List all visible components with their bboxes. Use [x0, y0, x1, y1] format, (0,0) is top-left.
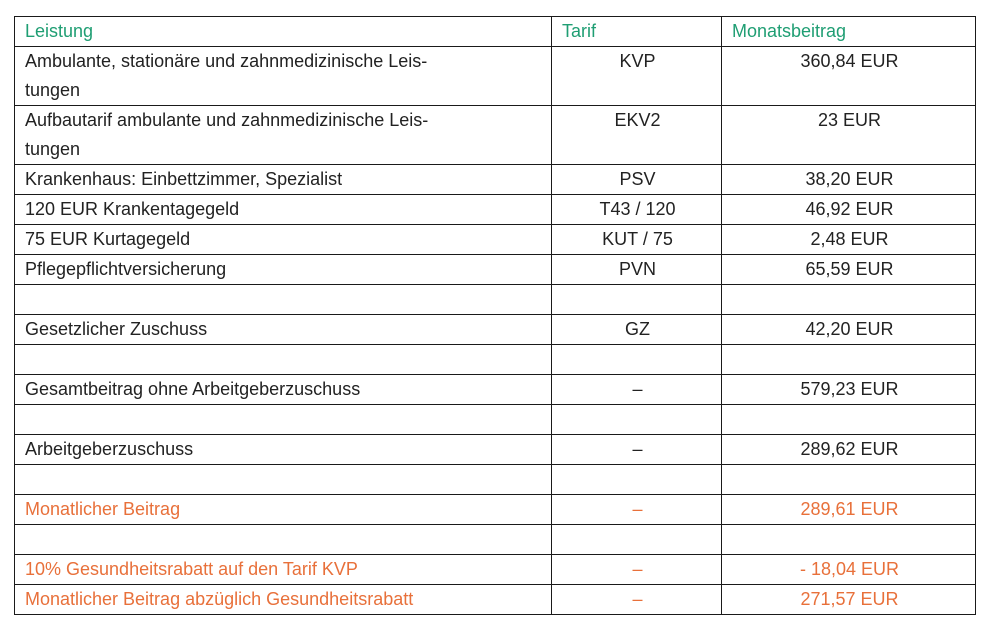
table-row: [15, 525, 976, 555]
table-row: [15, 345, 976, 375]
cell-leistung: Ambulante, stationäre und zahnmedizinische Leis- tungen: [15, 47, 552, 106]
header-leistung: Leistung: [15, 17, 552, 47]
table-row: [15, 47, 976, 106]
cell-leistung: Monatlicher Beitrag: [15, 495, 552, 525]
cell-leistung: [15, 345, 552, 375]
cell-tarif: T43 / 120: [552, 195, 722, 225]
cell-tarif: –: [552, 555, 722, 585]
cell-leistung: [15, 405, 552, 435]
cell-beitrag: 271,57 EUR: [722, 585, 976, 615]
cell-tarif: GZ: [552, 315, 722, 345]
cell-leistung: [15, 525, 552, 555]
cell-tarif: [552, 405, 722, 435]
cell-beitrag: [722, 345, 976, 375]
cell-leistung: [15, 465, 552, 495]
tariff-table: [14, 16, 976, 615]
cell-beitrag: 360,84 EUR: [722, 47, 976, 106]
cell-leistung: Arbeitgeberzuschuss: [15, 435, 552, 465]
cell-tarif: –: [552, 435, 722, 465]
cell-tarif: KUT / 75: [552, 225, 722, 255]
cell-beitrag: 42,20 EUR: [722, 315, 976, 345]
cell-leistung: 120 EUR Krankentagegeld: [15, 195, 552, 225]
cell-leistung: Monatlicher Beitrag abzüglich Gesundheitsrabatt: [15, 585, 552, 615]
table-row: [15, 435, 976, 465]
cell-beitrag: 38,20 EUR: [722, 165, 976, 195]
header-row: [15, 17, 976, 47]
cell-tarif: KVP: [552, 47, 722, 106]
cell-beitrag: [722, 465, 976, 495]
table-row: [15, 285, 976, 315]
cell-leistung: 75 EUR Kurtagegeld: [15, 225, 552, 255]
cell-beitrag: - 18,04 EUR: [722, 555, 976, 585]
cell-leistung: Aufbautarif ambulante und zahnmedizinische Leis- tungen: [15, 106, 552, 165]
cell-leistung: Krankenhaus: Einbettzimmer, Spezialist: [15, 165, 552, 195]
table-row: [15, 555, 976, 585]
cell-beitrag: 23 EUR: [722, 106, 976, 165]
cell-tarif: –: [552, 495, 722, 525]
cell-leistung: Gesetzlicher Zuschuss: [15, 315, 552, 345]
cell-tarif: –: [552, 375, 722, 405]
table-row: [15, 585, 976, 615]
cell-beitrag: [722, 405, 976, 435]
cell-leistung: [15, 285, 552, 315]
header-monatsbeitrag: Monatsbeitrag: [722, 17, 976, 47]
cell-beitrag: 289,62 EUR: [722, 435, 976, 465]
table-row: [15, 255, 976, 285]
table-row: [15, 375, 976, 405]
table-row: [15, 495, 976, 525]
header-tarif: Tarif: [552, 17, 722, 47]
cell-tarif: [552, 345, 722, 375]
cell-tarif: [552, 285, 722, 315]
cell-tarif: [552, 465, 722, 495]
cell-tarif: EKV2: [552, 106, 722, 165]
cell-beitrag: [722, 525, 976, 555]
table-row: [15, 195, 976, 225]
cell-tarif: [552, 525, 722, 555]
cell-leistung: Gesamtbeitrag ohne Arbeitgeberzuschuss: [15, 375, 552, 405]
cell-beitrag: 65,59 EUR: [722, 255, 976, 285]
cell-beitrag: 46,92 EUR: [722, 195, 976, 225]
cell-tarif: PVN: [552, 255, 722, 285]
table-row: [15, 106, 976, 165]
table-row: [15, 165, 976, 195]
cell-tarif: PSV: [552, 165, 722, 195]
table-row: [15, 315, 976, 345]
cell-beitrag: 579,23 EUR: [722, 375, 976, 405]
cell-tarif: –: [552, 585, 722, 615]
cell-leistung: Pflegepflichtversicherung: [15, 255, 552, 285]
cell-beitrag: 289,61 EUR: [722, 495, 976, 525]
cell-beitrag: 2,48 EUR: [722, 225, 976, 255]
table-row: [15, 405, 976, 435]
table-row: [15, 225, 976, 255]
cell-leistung: 10% Gesundheitsrabatt auf den Tarif KVP: [15, 555, 552, 585]
table-row: [15, 465, 976, 495]
cell-beitrag: [722, 285, 976, 315]
